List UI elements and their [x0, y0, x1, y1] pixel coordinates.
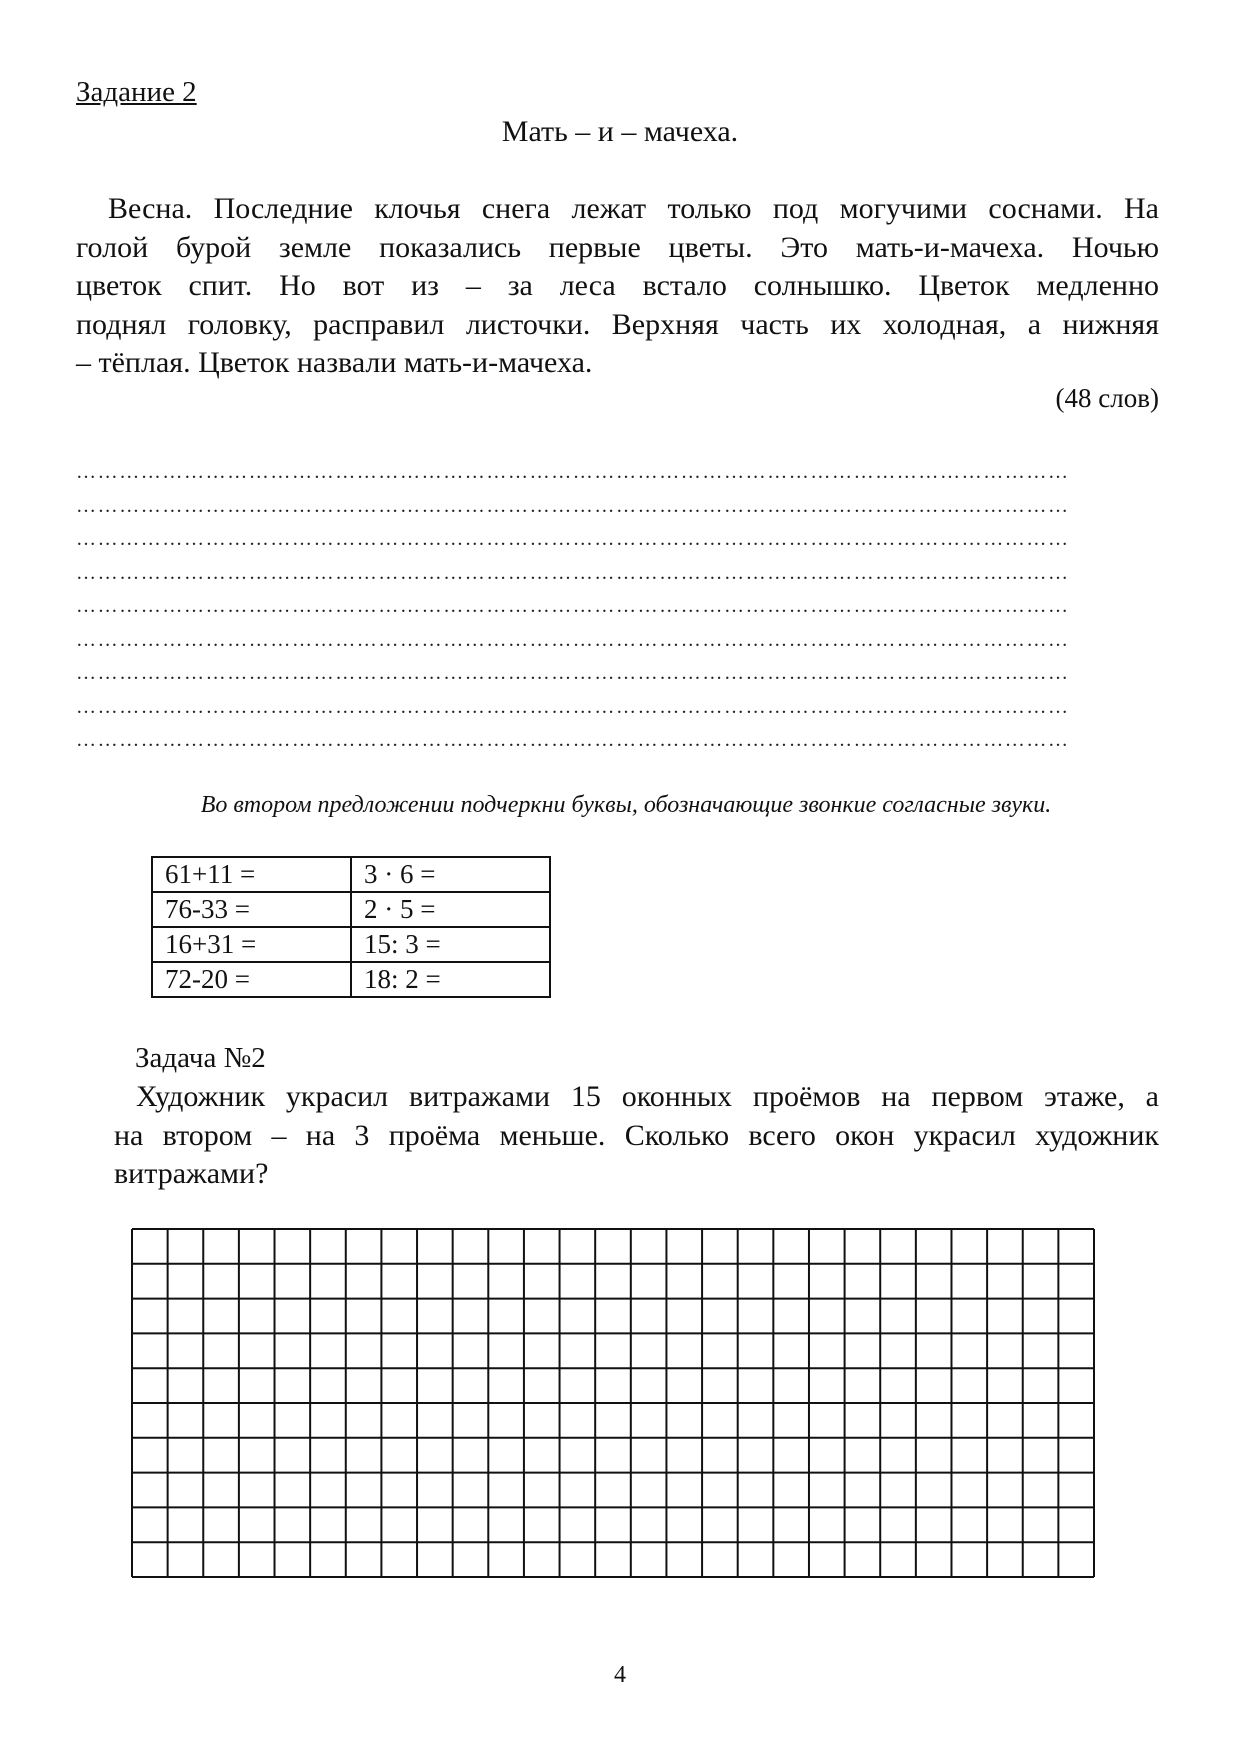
task-label: Задание 2 — [76, 76, 197, 108]
dotted-line[interactable]: ………………………………………………………………………………………………………………………… — [76, 662, 1070, 684]
arithmetic-cell[interactable]: 76-33 = — [152, 892, 351, 927]
problem-line: витражами? — [114, 1157, 269, 1190]
dotted-line[interactable]: ………………………………………………………………………………………………………………………… — [76, 528, 1070, 550]
arithmetic-row — [152, 962, 550, 997]
dotted-line[interactable]: ………………………………………………………………………………………………………………………… — [76, 628, 1070, 651]
arithmetic-cell[interactable]: 18: 2 = — [351, 962, 550, 997]
problem-label: Задача №2 — [135, 1042, 266, 1074]
story-line: поднял головку, расправил листочки. Верхняя часть их холодная, а нижняя — [76, 307, 1159, 341]
dotted-line[interactable]: ………………………………………………………………………………………………………………………… — [76, 561, 1070, 584]
answer-grid[interactable] — [131, 1228, 1095, 1578]
story-line: Весна. Последние клочья снега лежат только под могучими соснами. На — [108, 192, 1159, 225]
arithmetic-cell[interactable]: 72-20 = — [152, 962, 351, 997]
instruction: Во втором предложении подчеркни буквы, обозначающие звонкие согласные звуки. — [200, 792, 1052, 818]
problem-line: Художник украсил витражами 15 оконных проёмов на первом этаже, а — [136, 1080, 1159, 1113]
dictation-writing-lines[interactable] — [76, 456, 1136, 758]
arithmetic-cell[interactable]: 61+11 = — [152, 857, 351, 892]
story-title: Мать – и – мачеха. — [501, 115, 739, 148]
dotted-line[interactable]: ………………………………………………………………………………………………………………………… — [76, 494, 1070, 517]
dotted-line[interactable]: ………………………………………………………………………………………………………………………… — [76, 595, 1070, 617]
arithmetic-cell[interactable]: 2 · 5 = — [351, 892, 550, 927]
arithmetic-cell[interactable]: 3 · 6 = — [351, 857, 550, 892]
story-line: голой бурой земле показались первые цветы. Это мать-и-мачеха. Ночью — [76, 230, 1159, 264]
story-text — [76, 190, 1159, 383]
arithmetic-row — [152, 927, 550, 962]
dotted-line[interactable]: ………………………………………………………………………………………………………………………… — [76, 729, 1070, 751]
arithmetic-cell[interactable]: 16+31 = — [152, 927, 351, 962]
arithmetic-table — [151, 856, 551, 998]
arithmetic-row — [152, 857, 550, 892]
story-line: цветок спит. Но вот из – за леса встало солнышко. Цветок медленно — [76, 269, 1159, 302]
word-count: (48 слов) — [1055, 383, 1159, 413]
dotted-line[interactable]: ………………………………………………………………………………………………………………………… — [76, 461, 1070, 483]
problem-text — [114, 1078, 1159, 1194]
arithmetic-row — [152, 892, 550, 927]
dotted-line[interactable]: ………………………………………………………………………………………………………………………… — [76, 695, 1070, 718]
arithmetic-cell[interactable]: 15: 3 = — [351, 927, 550, 962]
story-line: – тёплая. Цветок назвали мать-и-мачеха. — [76, 346, 593, 379]
page-number: 4 — [614, 1662, 626, 1688]
problem-line: на втором – на 3 проёма меньше. Сколько всего окон украсил художник — [114, 1118, 1159, 1152]
